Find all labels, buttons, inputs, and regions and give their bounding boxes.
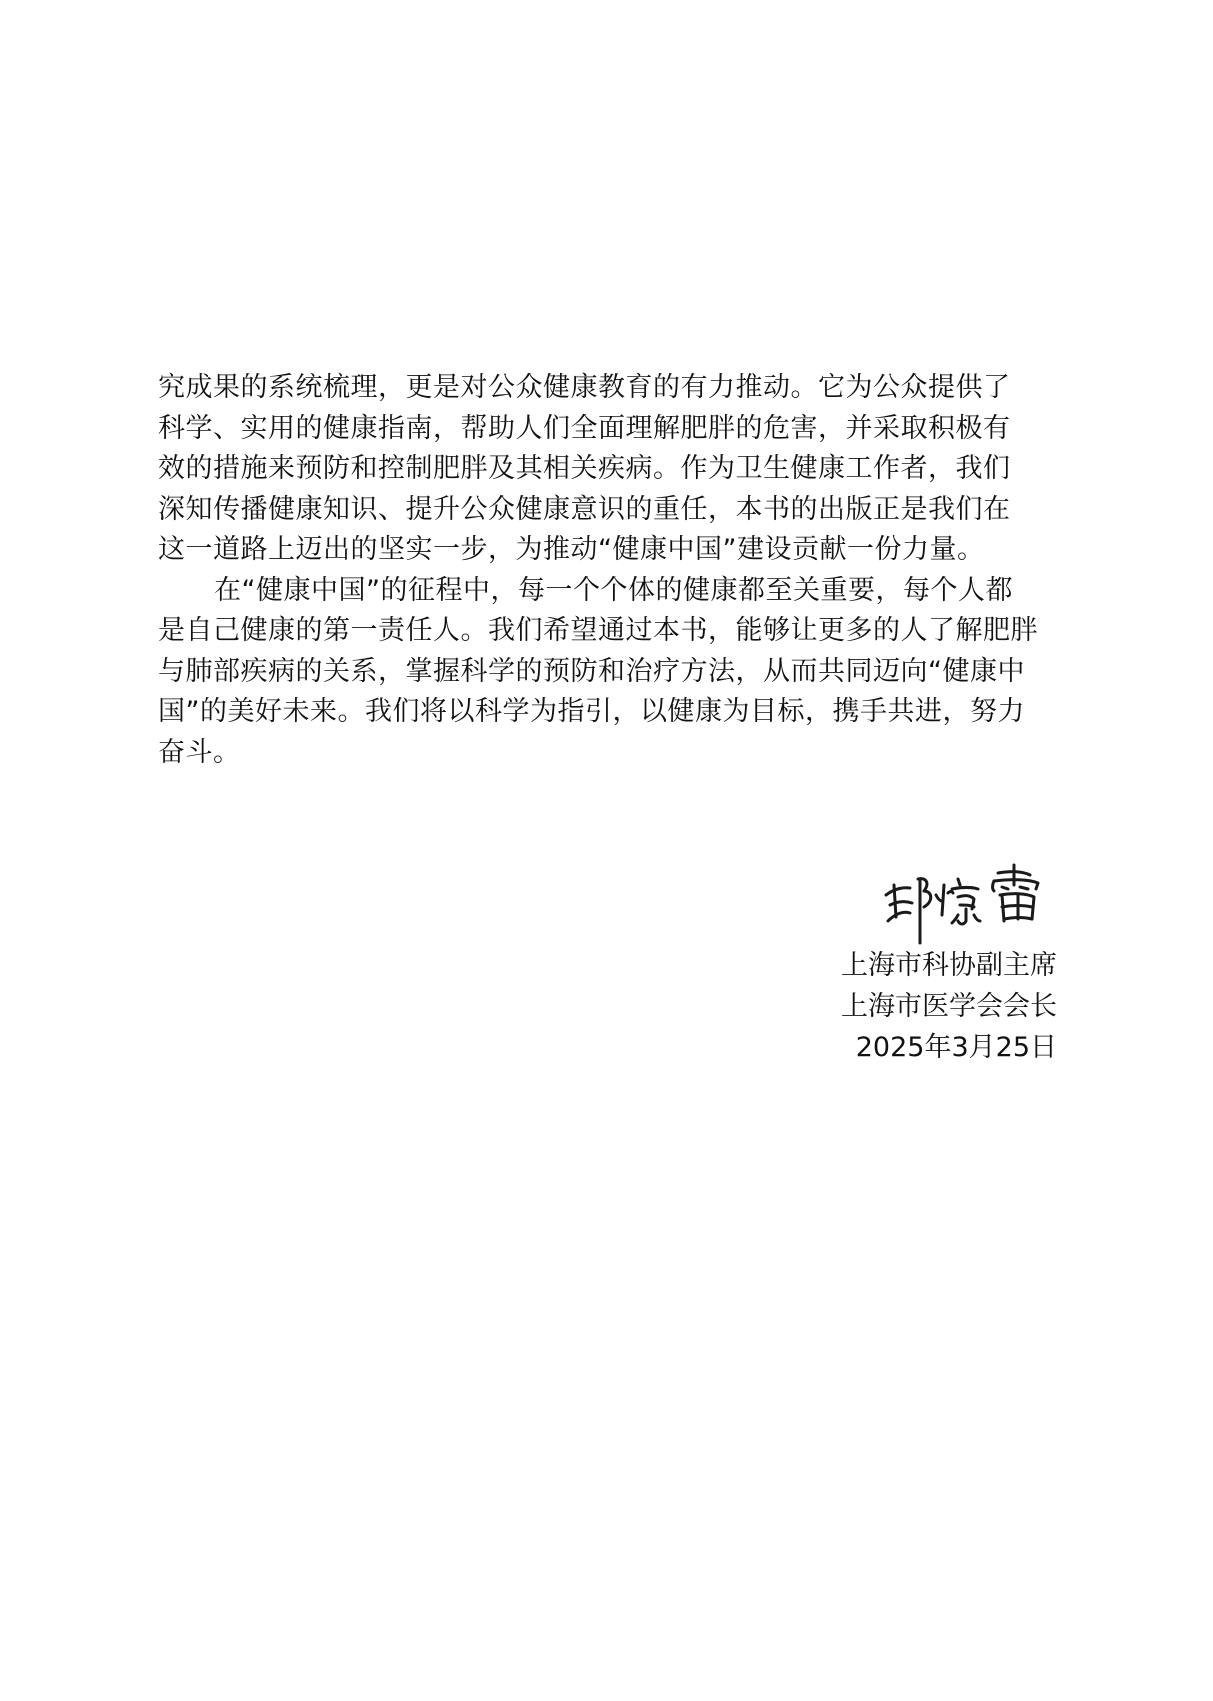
paragraph-line: 深知传播健康知识、提升公众健康意识的重任，本书的出版正是我们在 xyxy=(158,493,1011,525)
body-text xyxy=(158,368,1058,773)
paragraph-line: 是自己健康的第一责任人。我们希望通过本书，能够让更多的人了解肥胖 xyxy=(158,615,1038,646)
signer-title-2: 上海市医学会会长 xyxy=(841,991,1057,1022)
paragraph-line: 究成果的系统梳理，更是对公众健康教育的有力推动。它为公众提供了 xyxy=(158,372,1011,403)
paragraph-line: 在“健康中国”的征程中，每一个个体的健康都至关重要，每个人都 xyxy=(214,574,1013,606)
paragraph-line: 奋斗。 xyxy=(158,736,241,768)
paragraph-line: 国”的美好未来。我们将以科学为指引，以健康为目标，携手共进，努力 xyxy=(158,696,1025,727)
handwritten-signature xyxy=(880,855,1060,950)
paragraph-line: 科学、实用的健康指南，帮助人们全面理解肥胖的危害，并采取积极有 xyxy=(158,412,1011,444)
paragraph-line: 与肺部疾病的关系，掌握科学的预防和治疗方法，从而共同迈向“健康中 xyxy=(158,655,1025,687)
sign-date: 2025年3月25日 xyxy=(855,1032,1057,1063)
signature-block xyxy=(841,945,1057,1068)
signer-title-1: 上海市科协副主席 xyxy=(841,950,1057,981)
paragraph-line: 这一道路上迈出的坚实一步，为推动“健康中国”建设贡献一份力量。 xyxy=(158,534,985,565)
paragraph-line: 效的措施来预防和控制肥胖及其相关疾病。作为卫生健康工作者，我们 xyxy=(158,453,1011,484)
signature-icon xyxy=(880,855,1060,950)
